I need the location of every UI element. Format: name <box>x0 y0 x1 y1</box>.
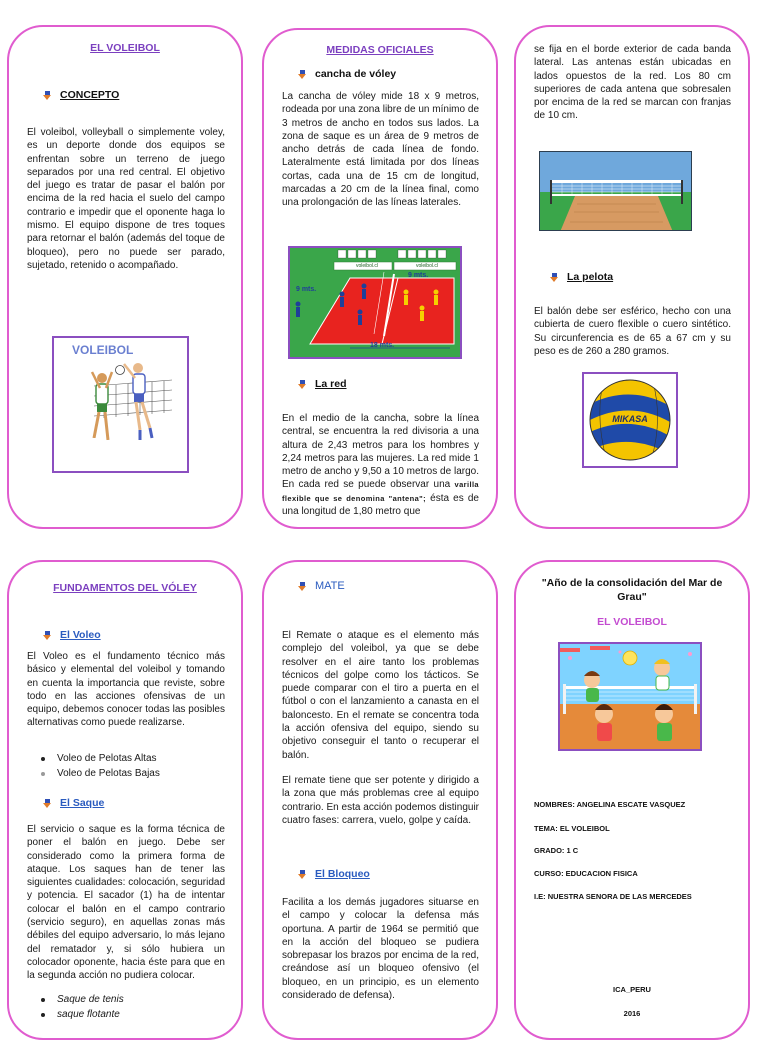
concept-text: El voleibol, volleyball o simplemente voley, es un deporte donde dos equipos se enfrentan sobre un terreno de juego separados por una red central. El objetivo del juego es tratar de pasar el balón por encima de la red hacia el suelo del campo contrario e impedir que el oponente haga lo mismo. El equipo dispone de tres toques para retornar el balón (además del toque de bloqueo), pero no puede ser parado, sujetado, retenido o acompañado. <box>27 127 225 271</box>
voleo-item-label: Voleo de Pelotas Bajas <box>57 767 160 779</box>
concept-heading <box>43 89 119 101</box>
ball-brand: MIKASA <box>612 414 648 424</box>
net-continued-text: se fija en el borde exterior de cada banda lateral. Las antenas están ubicadas en lados opuestos de la red. Los 80 cm superiores de cada antena que sobresalen por encima de la red se marcan con franjas de 10 cm. <box>534 44 731 122</box>
bullet-dot <box>41 757 45 761</box>
court-banner-right: voleibol.cl <box>416 263 438 269</box>
bullet-icon <box>43 631 52 640</box>
bullet-icon <box>298 70 307 79</box>
ball-text: El balón debe ser esférico, hecho con una cubierta de cuero flexible o cuero sintético. Su circunferencia es de 65 a 67 cm y su peso es de 260 a 280 gramos. <box>534 306 731 357</box>
panel-title: FUNDAMENTOS DEL VÓLEY <box>53 582 197 594</box>
nombres-line: NOMBRES: ANGELINA ESCATE VASQUEZ <box>534 800 686 809</box>
ball-heading-label: La pelota <box>567 271 614 283</box>
net-text-part-3: ésta es de una longitud de 1,80 metro que <box>282 492 479 518</box>
saque-heading-label: El Saque <box>60 797 105 809</box>
list-item <box>39 767 160 782</box>
bullet-dot <box>41 772 45 776</box>
grado-line: GRADO: 1 C <box>534 846 579 855</box>
tema-line: TEMA: EL VOLEIBOL <box>534 824 610 833</box>
ball-photo <box>582 372 678 468</box>
bullet-icon <box>298 582 307 591</box>
ball-heading <box>550 271 613 283</box>
voleo-heading <box>43 629 101 641</box>
voleo-list <box>39 752 160 781</box>
kids-drawing <box>560 644 700 749</box>
mate-text-2: El remate tiene que ser potente y dirigido a la zona que más problemas cree al equipo contrario. En esta acción podemos distinguir cuatro fases: carrera, vuelo, golpe y caída. <box>282 775 479 826</box>
bullet-dot <box>41 1013 45 1017</box>
net-photo <box>539 151 692 231</box>
bloqueo-heading-label: El Bloqueo <box>315 868 370 880</box>
saque-text: El servicio o saque es la forma técnica de poner el balón en juego. Debe ser considerado como la primera forma de ataque. Los saques han de tener las siguientes cualidades: colocación, seguridad y potencia. El sacador (1) ha de intentar colocar el balón en el campo contrario (servicio seguro), en aquellas zonas más débiles del equipo adversario, lo más lejano del rematador y, si sólo hubiera un colocador oponente, hacia éste para que en la segunda acción no pudiera colocar. <box>27 824 225 982</box>
court-label-9-right: 9 mts. <box>408 272 429 279</box>
saque-list <box>39 993 124 1022</box>
panel-red-pelota <box>514 25 750 529</box>
panel-mate-bloqueo <box>262 560 498 1040</box>
mate-heading <box>298 580 345 592</box>
concept-heading-label: CONCEPTO <box>60 89 120 101</box>
cover-motto: "Año de la consolidación del Mar de Grau" <box>541 577 723 603</box>
court-heading-label: cancha de vóley <box>315 68 397 80</box>
panel-cover <box>514 560 750 1040</box>
saque-heading <box>43 797 104 809</box>
voleibol-illustration <box>52 336 189 473</box>
bloqueo-text: Facilita a los demás jugadores situarse en el campo y colocar la defensa más oportuna. A partir de 1964 se permitió que en la acción del bloqueo se pudiera sobrepasar los brazos por encima de la red, creándose así un bloqueo ofensivo (el bloqueo, en un principio, es un elemento considerado de defensa). <box>282 897 479 1002</box>
voleo-item-label: Voleo de Pelotas Altas <box>57 753 157 764</box>
illustration-label: VOLEIBOL <box>72 343 134 357</box>
curso-line: CURSO: EDUCACION FISICA <box>534 869 638 878</box>
kids-volleyball-illustration <box>558 642 702 751</box>
court-text: La cancha de vóley mide 18 x 9 metros, rodeada por una zona libre de un mínimo de 3 metros de ancho en todos sus lados. La zona de saque es un área de 9 metros de ancho detrás de cada línea de fondo. Lateralmente está limitada por dos líneas cortas, cada una de 15 cm de longitud, marcadas a 20 cm de la línea final, como una prolongación de las líneas laterales. <box>282 91 479 209</box>
panel-medidas-oficiales <box>262 28 498 529</box>
voleo-text: El Voleo es el fundamento técnico más básico y elemental del voleibol y tomando en cuenta la importancia que reviste, sobre todo en las acciones ofensivas de un equipo, debemos conocer todas las posibles alternativas como puede realizarse. <box>27 651 225 729</box>
list-item <box>39 752 160 767</box>
panel-fundamentos <box>7 560 243 1040</box>
saque-item-label: Saque de tenis <box>57 994 124 1005</box>
net-heading-label: La red <box>315 378 347 390</box>
saque-item-label: saque flotante <box>57 1008 120 1020</box>
court-diagram <box>288 246 462 359</box>
bullet-icon <box>298 870 307 879</box>
bullet-icon <box>43 91 52 100</box>
bullet-icon <box>550 273 559 282</box>
net-text <box>282 412 479 518</box>
panel-title: MEDIDAS OFICIALES <box>326 44 434 56</box>
place-line: ICA_PERU <box>613 985 651 994</box>
list-item <box>39 993 124 1008</box>
ie-line: I.E: NUESTRA SENORA DE LAS MERCEDES <box>534 892 692 901</box>
mate-heading-label: MATE <box>315 580 345 592</box>
court-heading <box>298 68 396 80</box>
court-label-9-left: 9 mts. <box>296 286 317 293</box>
cover-title: EL VOLEIBOL <box>597 616 667 628</box>
court-label-18: 18 mts. <box>370 342 395 349</box>
net-text-part-2: varilla flexible que se denomina "antena"; <box>282 480 479 503</box>
net-drawing <box>540 152 692 231</box>
bullet-icon <box>43 799 52 808</box>
bullet-dot <box>41 998 45 1002</box>
list-item <box>39 1008 124 1023</box>
net-heading <box>298 378 347 390</box>
players-at-net-drawing <box>54 338 187 471</box>
voleo-heading-label: El Voleo <box>60 629 101 641</box>
panel-el-voleibol <box>7 25 243 529</box>
panel-title: EL VOLEIBOL <box>90 42 160 54</box>
net-text-part-1: En el medio de la cancha, sobre la línea central, se encuentra la red divisoria a una altura de 2,43 metros para los hombres y 2,24 metros para las mujeres. La red mide 1 metro de ancho y 9,50 a 10 metros de largo. En cada red se puede observar una <box>282 413 479 491</box>
year-line: 2016 <box>623 1009 641 1018</box>
bloqueo-heading <box>298 868 370 880</box>
mate-text-1: El Remate o ataque es el elemento más complejo del voleibol, ya que se debe resolver en el aire tanto los problemas técnicos del golpe como los tácticos. Se puede comparar con el tiro a puerta en el fútbol o con el lanzamiento a canasta en el baloncesto. En el remate se concentra toda la acción ofensiva del equipo, siendo su objetivo conseguir el tanto o recuperar el balón. <box>282 630 479 761</box>
court-banner-left: voleibol.cl <box>356 263 378 269</box>
bullet-icon <box>298 380 307 389</box>
